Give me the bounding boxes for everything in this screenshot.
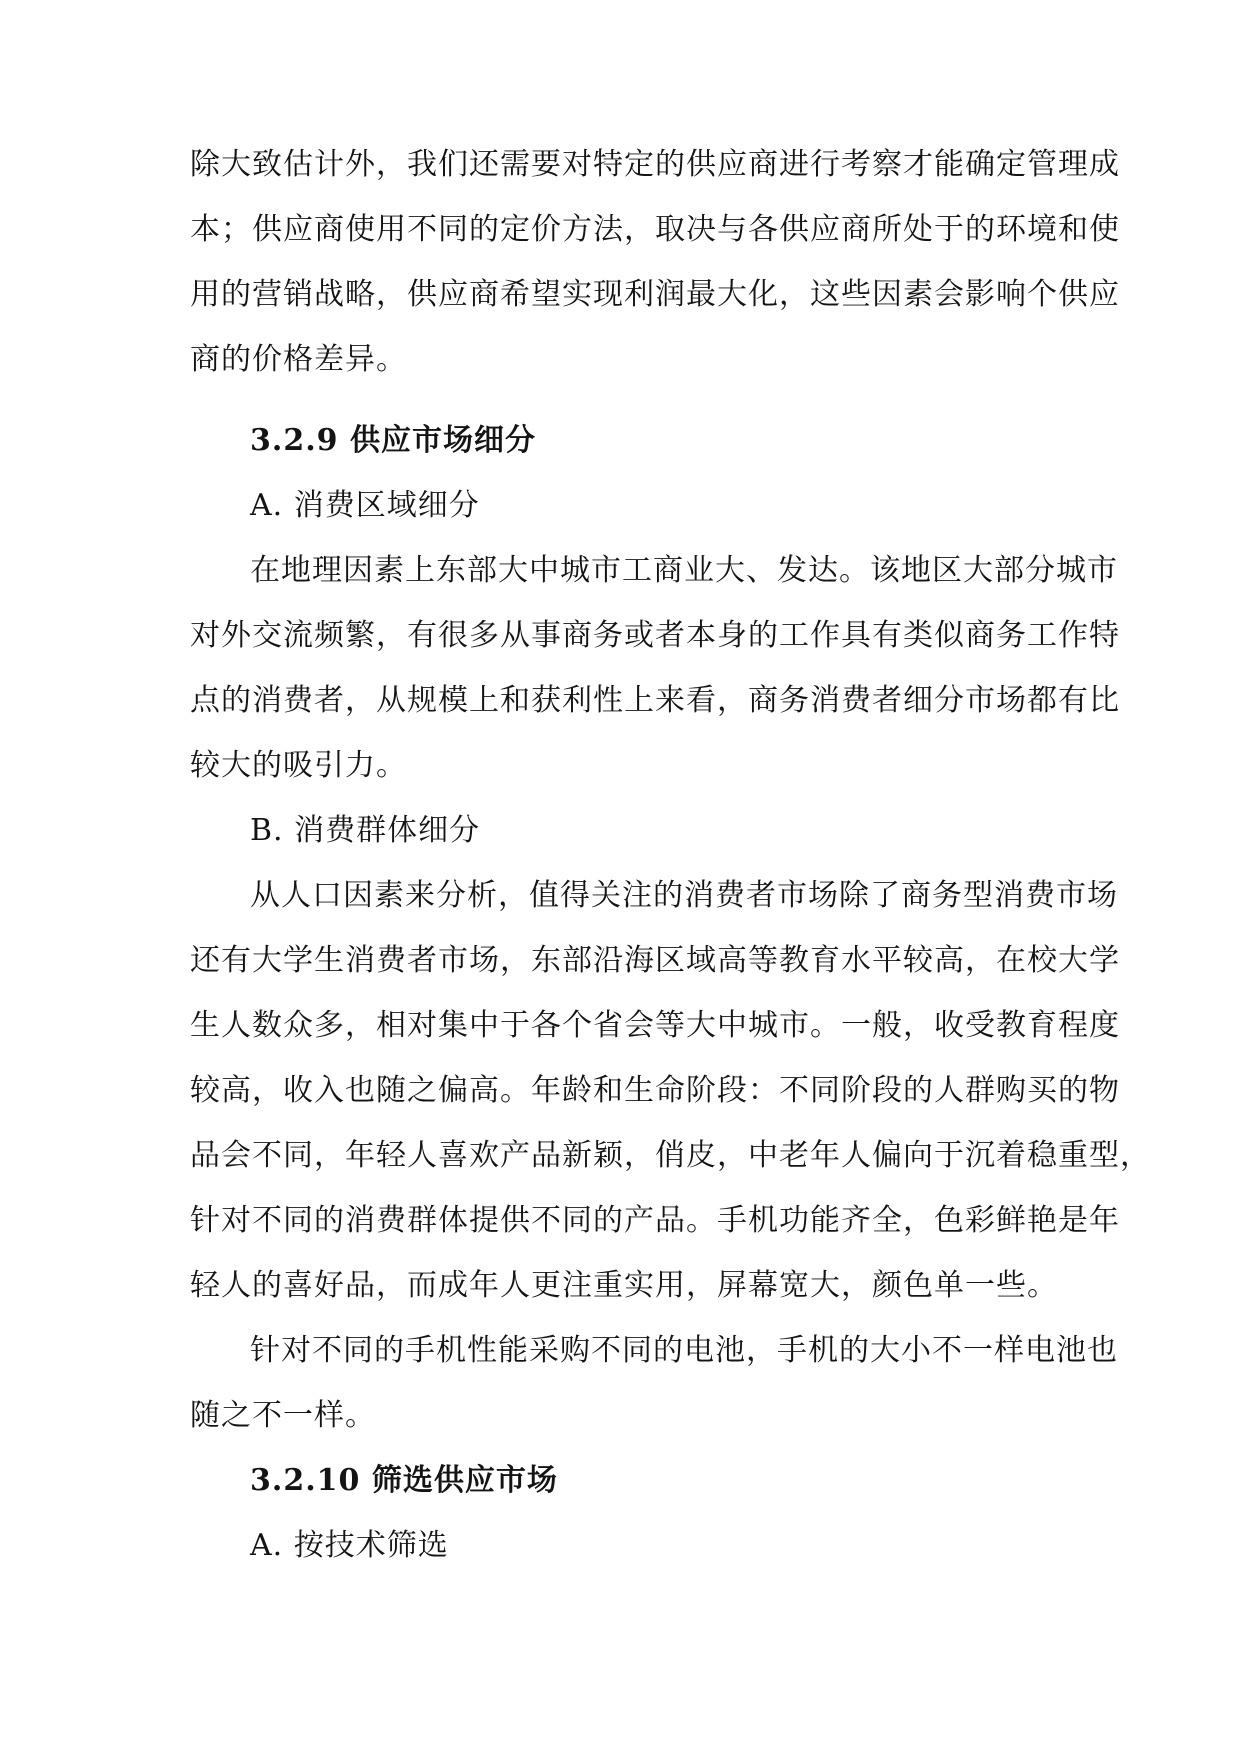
paragraph-line: 对外交流频繁，有很多从事商务或者本身的工作具有类似商务工作特 [190,618,1120,653]
paragraph-line: 针对不同的消费群体提供不同的产品。手机功能齐全，色彩鲜艳是年 [190,1203,1120,1238]
subsection-consumer-group: B. 消费群体细分 [250,813,481,848]
paragraph-demographics [190,863,1151,1318]
subsection-technical-screening: A. 按技术筛选 [250,1528,449,1563]
paragraph-line: 轻人的喜好品，而成年人更注重实用，屏幕宽大，颜色单一些。 [190,1268,1058,1303]
paragraph-cost-analysis [190,132,1120,392]
paragraph-line: 点的消费者，从规模上和获利性上来看，商务消费者细分市场都有比 [190,683,1120,718]
paragraph-line: 较高，收入也随之偏高。年龄和生命阶段：不同阶段的人群购买的物 [190,1073,1120,1108]
paragraph-line: 较大的吸引力。 [190,748,407,783]
section-heading-3-2-10: 3.2.10 筛选供应市场 [250,1463,558,1498]
paragraph-line: 商的价格差异。 [190,342,407,377]
paragraph-line: 用的营销战略，供应商希望实现利润最大化，这些因素会影响个供应 [190,277,1120,312]
section-heading-3-2-9: 3.2.9 供应市场细分 [250,423,536,458]
paragraph-geography [190,538,1120,798]
paragraph-line: 从人口因素来分析，值得关注的消费者市场除了商务型消费市场 [250,878,1118,913]
subsection-consumption-region: A. 消费区域细分 [250,488,480,523]
paragraph-line: 品会不同，年轻人喜欢产品新颖，俏皮，中老年人偏向于沉着稳重型， [190,1138,1151,1173]
paragraph-line: 本；供应商使用不同的定价方法，取决与各供应商所处于的环境和使 [190,212,1120,247]
paragraph-line: 除大致估计外，我们还需要对特定的供应商进行考察才能确定管理成 [190,147,1120,182]
paragraph-line: 随之不一样。 [190,1398,376,1433]
paragraph-line: 针对不同的手机性能采购不同的电池，手机的大小不一样电池也 [250,1333,1118,1368]
paragraph-line: 还有大学生消费者市场，东部沿海区域高等教育水平较高，在校大学 [190,943,1120,978]
paragraph-line: 在地理因素上东部大中城市工商业大、发达。该地区大部分城市 [250,553,1118,588]
paragraph-line: 生人数众多，相对集中于各个省会等大中城市。一般，收受教育程度 [190,1008,1120,1043]
paragraph-battery [190,1318,1118,1448]
